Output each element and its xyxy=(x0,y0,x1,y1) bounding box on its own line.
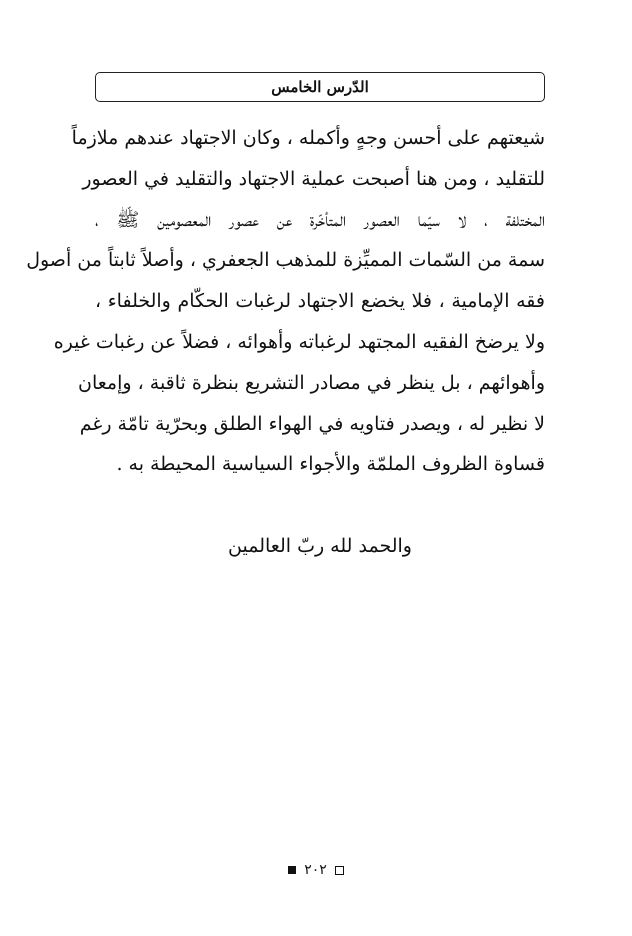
text-line: لا نظير له ، ويصدر فتاويه في الهواء الطلق وبحرّية تامّة رغم xyxy=(79,412,545,435)
chapter-title: الدّرس الخامس xyxy=(271,77,369,96)
filled-square-icon xyxy=(288,866,296,874)
text-line: وأهوائهم ، بل ينظر في مصادر التشريع بنظرة ثاقبة ، وإمعان xyxy=(78,371,545,394)
text-line: المختلفة ، لا سيّما العصور المتأخّرة عن عصور المعصومين ﷺ ، xyxy=(95,208,545,231)
text-line: ولا يرضخ الفقيه المجتهد لرغباته وأهوائه ، فضلاً عن رغبات غيره xyxy=(53,330,545,353)
text-line: فقه الإمامية ، فلا يخضع الاجتهاد لرغبات الحكّام والخلفاء ، xyxy=(95,290,545,313)
page-number: ٢٠٢ xyxy=(304,862,327,878)
text-line: شيعتهم على أحسن وجهٍ وأكمله ، وكان الاجتهاد عندهم ملازماً xyxy=(71,127,545,149)
open-square-icon xyxy=(335,866,344,875)
page-footer xyxy=(0,862,632,878)
text-line: للتقليد ، ومن هنا أصبحت عملية الاجتهاد والتقليد في العصور xyxy=(82,167,545,190)
closing-phrase: والحمد لله ربّ العالمين xyxy=(228,535,412,557)
text-line: قساوة الظروف الملمّة والأجواء السياسية المحيطة به . xyxy=(116,453,545,476)
text-line: سمة من السّمات المميِّزة للمذهب الجعفري ، وأصلاً ثابتاً من أصول xyxy=(26,249,545,272)
body-text xyxy=(26,118,545,485)
chapter-header-box xyxy=(95,72,545,102)
